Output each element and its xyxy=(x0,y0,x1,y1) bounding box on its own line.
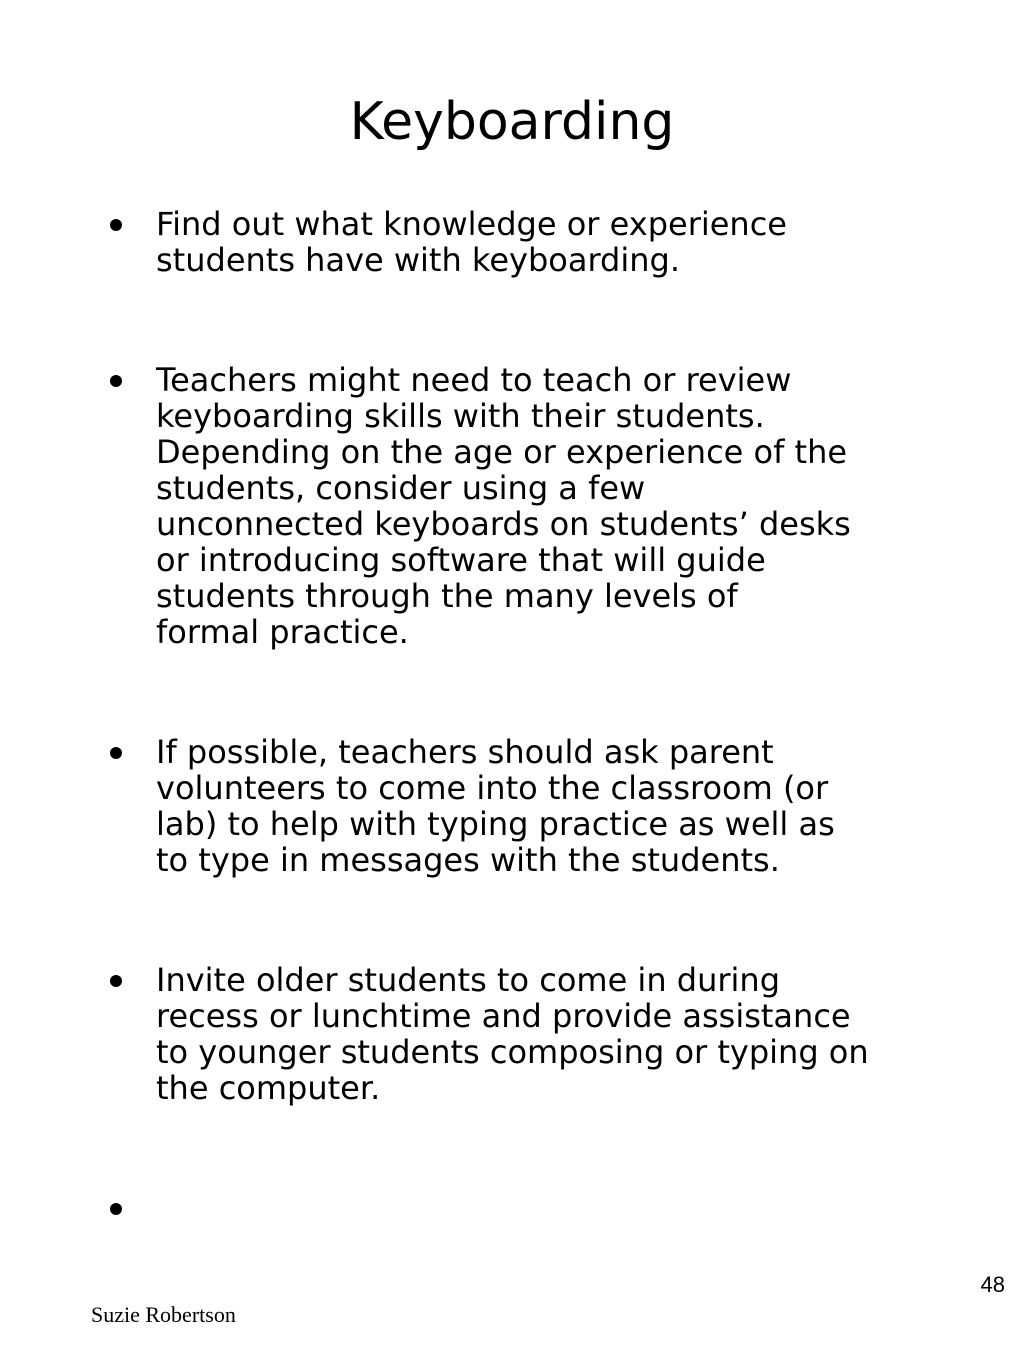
empty-bullet-item xyxy=(100,1190,930,1226)
bullet-list xyxy=(100,206,930,1226)
bullet-point-icon xyxy=(110,219,122,231)
bullet-item xyxy=(100,362,930,650)
slide-title: Keyboarding xyxy=(349,92,675,152)
bullet-item xyxy=(100,962,930,1106)
bullet-item xyxy=(100,206,930,278)
bullet-item xyxy=(100,734,930,878)
author-name: Suzie Robertson xyxy=(91,1302,236,1327)
bullet-text: If possible, teachers should ask parent volunteers to come into the classroom (or lab) to help with typing practice as well as to type in messages with the students. xyxy=(156,733,835,879)
bullet-text: Teachers might need to teach or review keyboarding skills with their students. Depending on the age or experience of the students, consider using a few unconnected keyboards on students’ desks or introducing software that will guide students through the many levels of formal practice. xyxy=(156,361,851,651)
bullet-point-icon xyxy=(110,975,122,987)
bullet-text: Invite older students to come in during recess or lunchtime and provide assistance to younger students composing or typing on the computer. xyxy=(156,961,869,1107)
bullet-text: Find out what knowledge or experience students have with keyboarding. xyxy=(156,205,787,279)
page-number: 48 xyxy=(980,1272,1005,1297)
bullet-point-icon xyxy=(110,1203,122,1215)
bullet-point-icon xyxy=(110,747,122,759)
bullet-point-icon xyxy=(110,375,122,387)
